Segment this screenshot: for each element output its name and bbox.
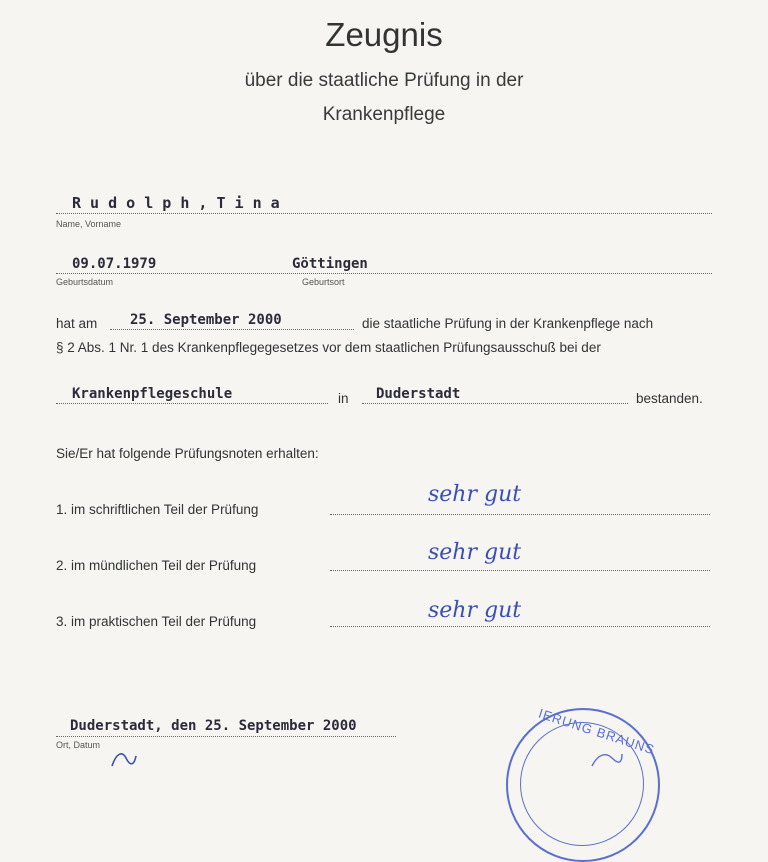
exam-in-word: in — [338, 391, 349, 406]
grade-handwritten-1: sehr gut — [428, 482, 522, 507]
grade-handwritten-2: sehr gut — [428, 540, 522, 565]
exam-date-line — [110, 329, 354, 330]
birthplace-label: Geburtsort — [302, 277, 345, 287]
grade-line-1 — [330, 514, 710, 515]
grade-label-3: 3. im praktischen Teil der Prüfung — [56, 614, 257, 629]
document-subtitle-line2: Krankenpflege — [322, 104, 446, 125]
grade-label-2: 2. im mündlichen Teil der Prüfung — [56, 558, 257, 573]
grade-line-3 — [330, 626, 710, 627]
city-value: Duderstadt — [376, 386, 461, 402]
school-value: Krankenpflegeschule — [72, 386, 233, 402]
city-line — [362, 403, 628, 404]
grade-line-2 — [330, 570, 710, 571]
signature-stroke-icon — [108, 748, 138, 768]
birthdate-value: 09.07.1979 — [72, 256, 157, 272]
exam-line2: § 2 Abs. 1 Nr. 1 des Krankenpflegegesetzes vor dem staatlichen Prüfungsausschuß bei der — [56, 340, 601, 355]
name-label: Name, Vorname — [56, 219, 122, 229]
grade-label-1: 1. im schriftlichen Teil der Prüfung — [56, 502, 259, 517]
exam-line1-suffix: die staatliche Prüfung in der Krankenpflege nach — [362, 316, 654, 331]
name-value: R u d o l p h , T i n a — [72, 194, 280, 212]
birthplace-value: Göttingen — [292, 256, 368, 272]
birth-line — [56, 273, 712, 274]
name-line — [56, 213, 712, 214]
birthdate-label: Geburtsdatum — [56, 277, 114, 287]
place-date-line — [56, 736, 396, 737]
document-title: Zeugnis — [325, 16, 443, 53]
place-date-label: Ort, Datum — [56, 740, 101, 750]
exam-date-value: 25. September 2000 — [130, 312, 282, 328]
place-date-value: Duderstadt, den 25. September 2000 — [70, 718, 357, 734]
school-line — [56, 403, 328, 404]
grades-intro: Sie/Er hat folgende Prüfungsnoten erhalten: — [56, 446, 319, 461]
grade-handwritten-3: sehr gut — [428, 598, 522, 623]
exam-line1-prefix: hat am — [56, 316, 98, 331]
seal-emblem-icon — [590, 748, 624, 768]
exam-passed-word: bestanden. — [636, 391, 703, 406]
document-subtitle-line1: über die staatliche Prüfung in der — [244, 70, 524, 91]
official-seal-text: IERUNG BRAUNS — [536, 705, 657, 758]
